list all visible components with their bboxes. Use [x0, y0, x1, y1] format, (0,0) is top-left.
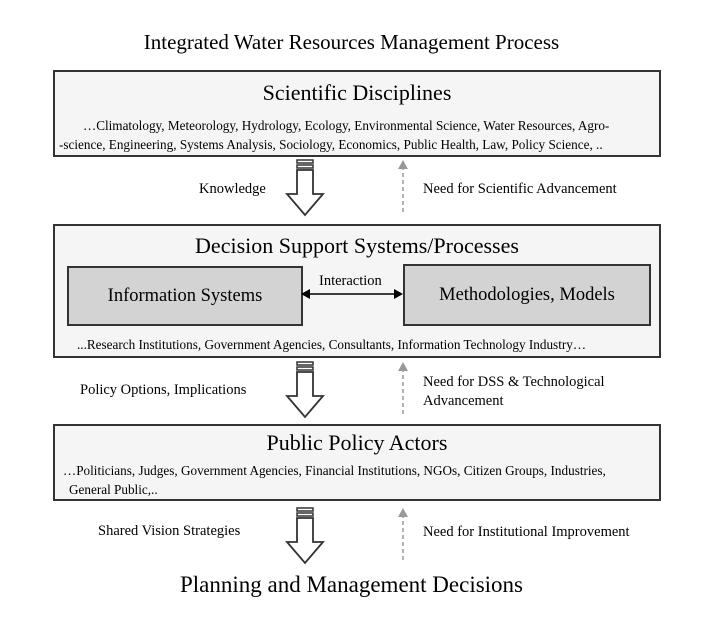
public-policy-actors-line-1: …Politicians, Judges, Government Agencies, Financial Institutions, NGOs, Citizen Groups, Industries,	[63, 463, 606, 478]
policy-options-label: Policy Options, Implications	[80, 382, 247, 398]
down-arrow-shared-vision	[285, 508, 325, 564]
public-policy-actors-box	[53, 424, 661, 501]
decision-support-heading: Decision Support Systems/Processes	[195, 233, 519, 258]
need-dss-label-line-1: Need for DSS & Technological	[423, 374, 605, 390]
scientific-disciplines-line-2: -science, Engineering, Systems Analysis, Sociology, Economics, Public Health, Law, Policy Science, ..	[59, 137, 603, 152]
public-policy-actors-line-2: General Public,..	[69, 482, 158, 497]
dashed-up-arrow-scientific	[397, 160, 409, 214]
scientific-disciplines-line-1: …Climatology, Meteorology, Hydrology, Ecology, Environmental Science, Water Resources, Agro-	[83, 118, 610, 133]
need-dss-label-line-2: Advancement	[423, 393, 504, 409]
public-policy-actors-heading: Public Policy Actors	[266, 430, 448, 455]
planning-decisions-title: Planning and Management Decisions	[179, 572, 523, 597]
interaction-label: Interaction	[319, 273, 382, 289]
dashed-up-arrow-institutional	[397, 508, 409, 562]
dashed-up-arrow-dss	[397, 362, 409, 416]
down-arrow-policy-options	[285, 362, 325, 418]
scientific-disciplines-box	[53, 70, 661, 157]
down-arrow-knowledge	[285, 160, 325, 216]
information-systems-box: Information Systems	[67, 266, 303, 326]
shared-vision-label: Shared Vision Strategies	[98, 523, 241, 539]
decision-support-footer: ...Research Institutions, Government Agencies, Consultants, Information Technology Industry…	[77, 337, 587, 352]
diagram-title: Integrated Water Resources Management Process	[143, 30, 560, 54]
knowledge-label: Knowledge	[199, 181, 266, 197]
need-institutional-label: Need for Institutional Improvement	[423, 524, 630, 540]
methodologies-models-box: Methodologies, Models	[403, 264, 651, 326]
scientific-disciplines-heading: Scientific Disciplines	[262, 80, 452, 105]
need-scientific-advancement-label: Need for Scientific Advancement	[423, 181, 617, 197]
